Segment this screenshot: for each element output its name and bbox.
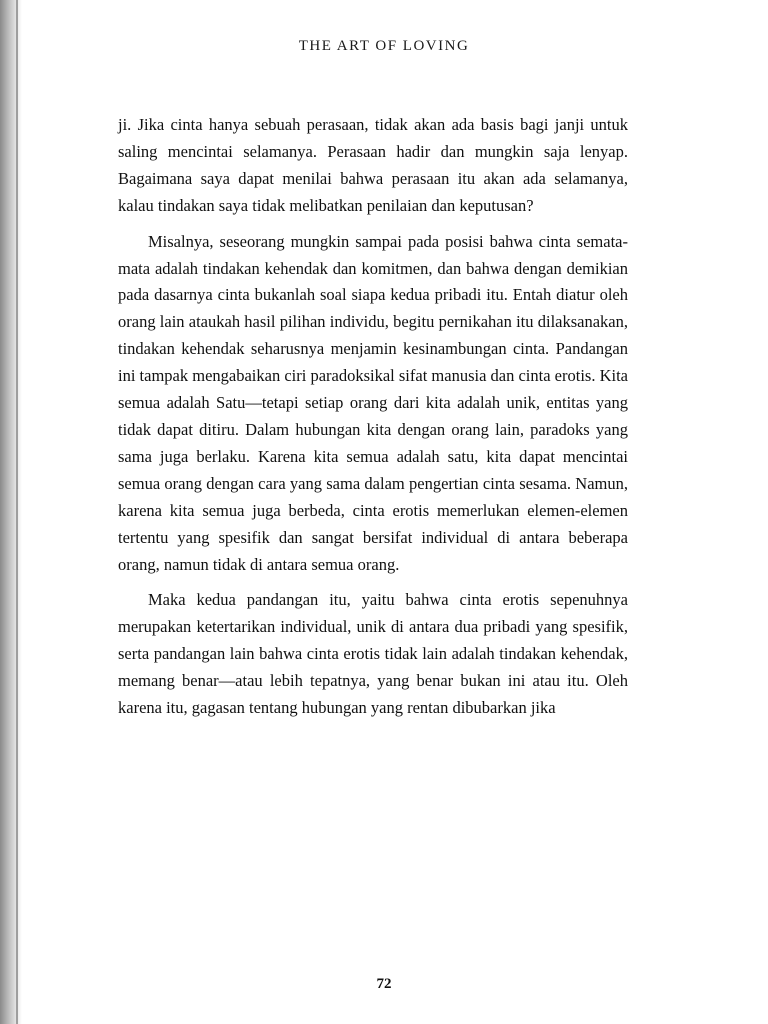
book-spine-edge xyxy=(16,0,18,1024)
page-body-text xyxy=(118,112,628,722)
page-number: 72 xyxy=(376,976,392,992)
book-spine-shadow xyxy=(0,0,22,1024)
paragraph-continuation: ji. Jika cinta hanya sebuah perasaan, tidak akan ada basis bagi janji untuk saling mencintai selamanya. Perasaan hadir dan mungkin saja lenyap. Bagaimana saya dapat menilai bahwa perasaan itu akan ada selamanya, kalau tindakan saya tidak melibatkan penilaian dan keputusan? xyxy=(118,115,628,215)
running-head: THE ART OF LOVING xyxy=(298,38,470,54)
paragraph: Misalnya, seseorang mungkin sampai pada posisi bahwa cinta semata-mata adalah tindakan kehendak dan komitmen, dan bahwa dengan demikian pada dasarnya cinta bukanlah soal siapa kedua pribadi itu. Entah diatur oleh orang lain ataukah hasil pilihan individu, begitu pernikahan itu dilaksanakan, tindakan kehendak seharusnya menjamin kesinambungan cinta. Pandangan ini tampak mengabaikan ciri paradoksikal sifat manusia dan cinta erotis. Kita semua adalah Satu—tetapi setiap orang dari kita adalah unik, entitas yang tidak dapat ditiru. Dalam hubungan kita dengan orang lain, paradoks yang sama juga berlaku. Karena kita semua adalah satu, kita dapat mencintai semua orang dengan cara yang sama dalam pengertian cinta sesama. Namun, karena kita semua juga berbeda, cinta erotis memerlukan elemen-elemen tertentu yang spesifik dan sangat bersifat individual di antara beberapa orang, namun tidak di antara semua orang. xyxy=(118,231,628,574)
paragraph: Maka kedua pandangan itu, yaitu bahwa cinta erotis sepenuhnya merupakan ketertarikan individual, unik di antara dua pribadi yang spesifik, serta pandangan lain bahwa cinta erotis tidak lain adalah tindakan kehendak, memang benar—atau lebih tepatnya, yang benar bukan ini atau itu. Oleh karena itu, gagasan tentang hubungan yang rentan dibubarkan jika xyxy=(118,590,628,718)
